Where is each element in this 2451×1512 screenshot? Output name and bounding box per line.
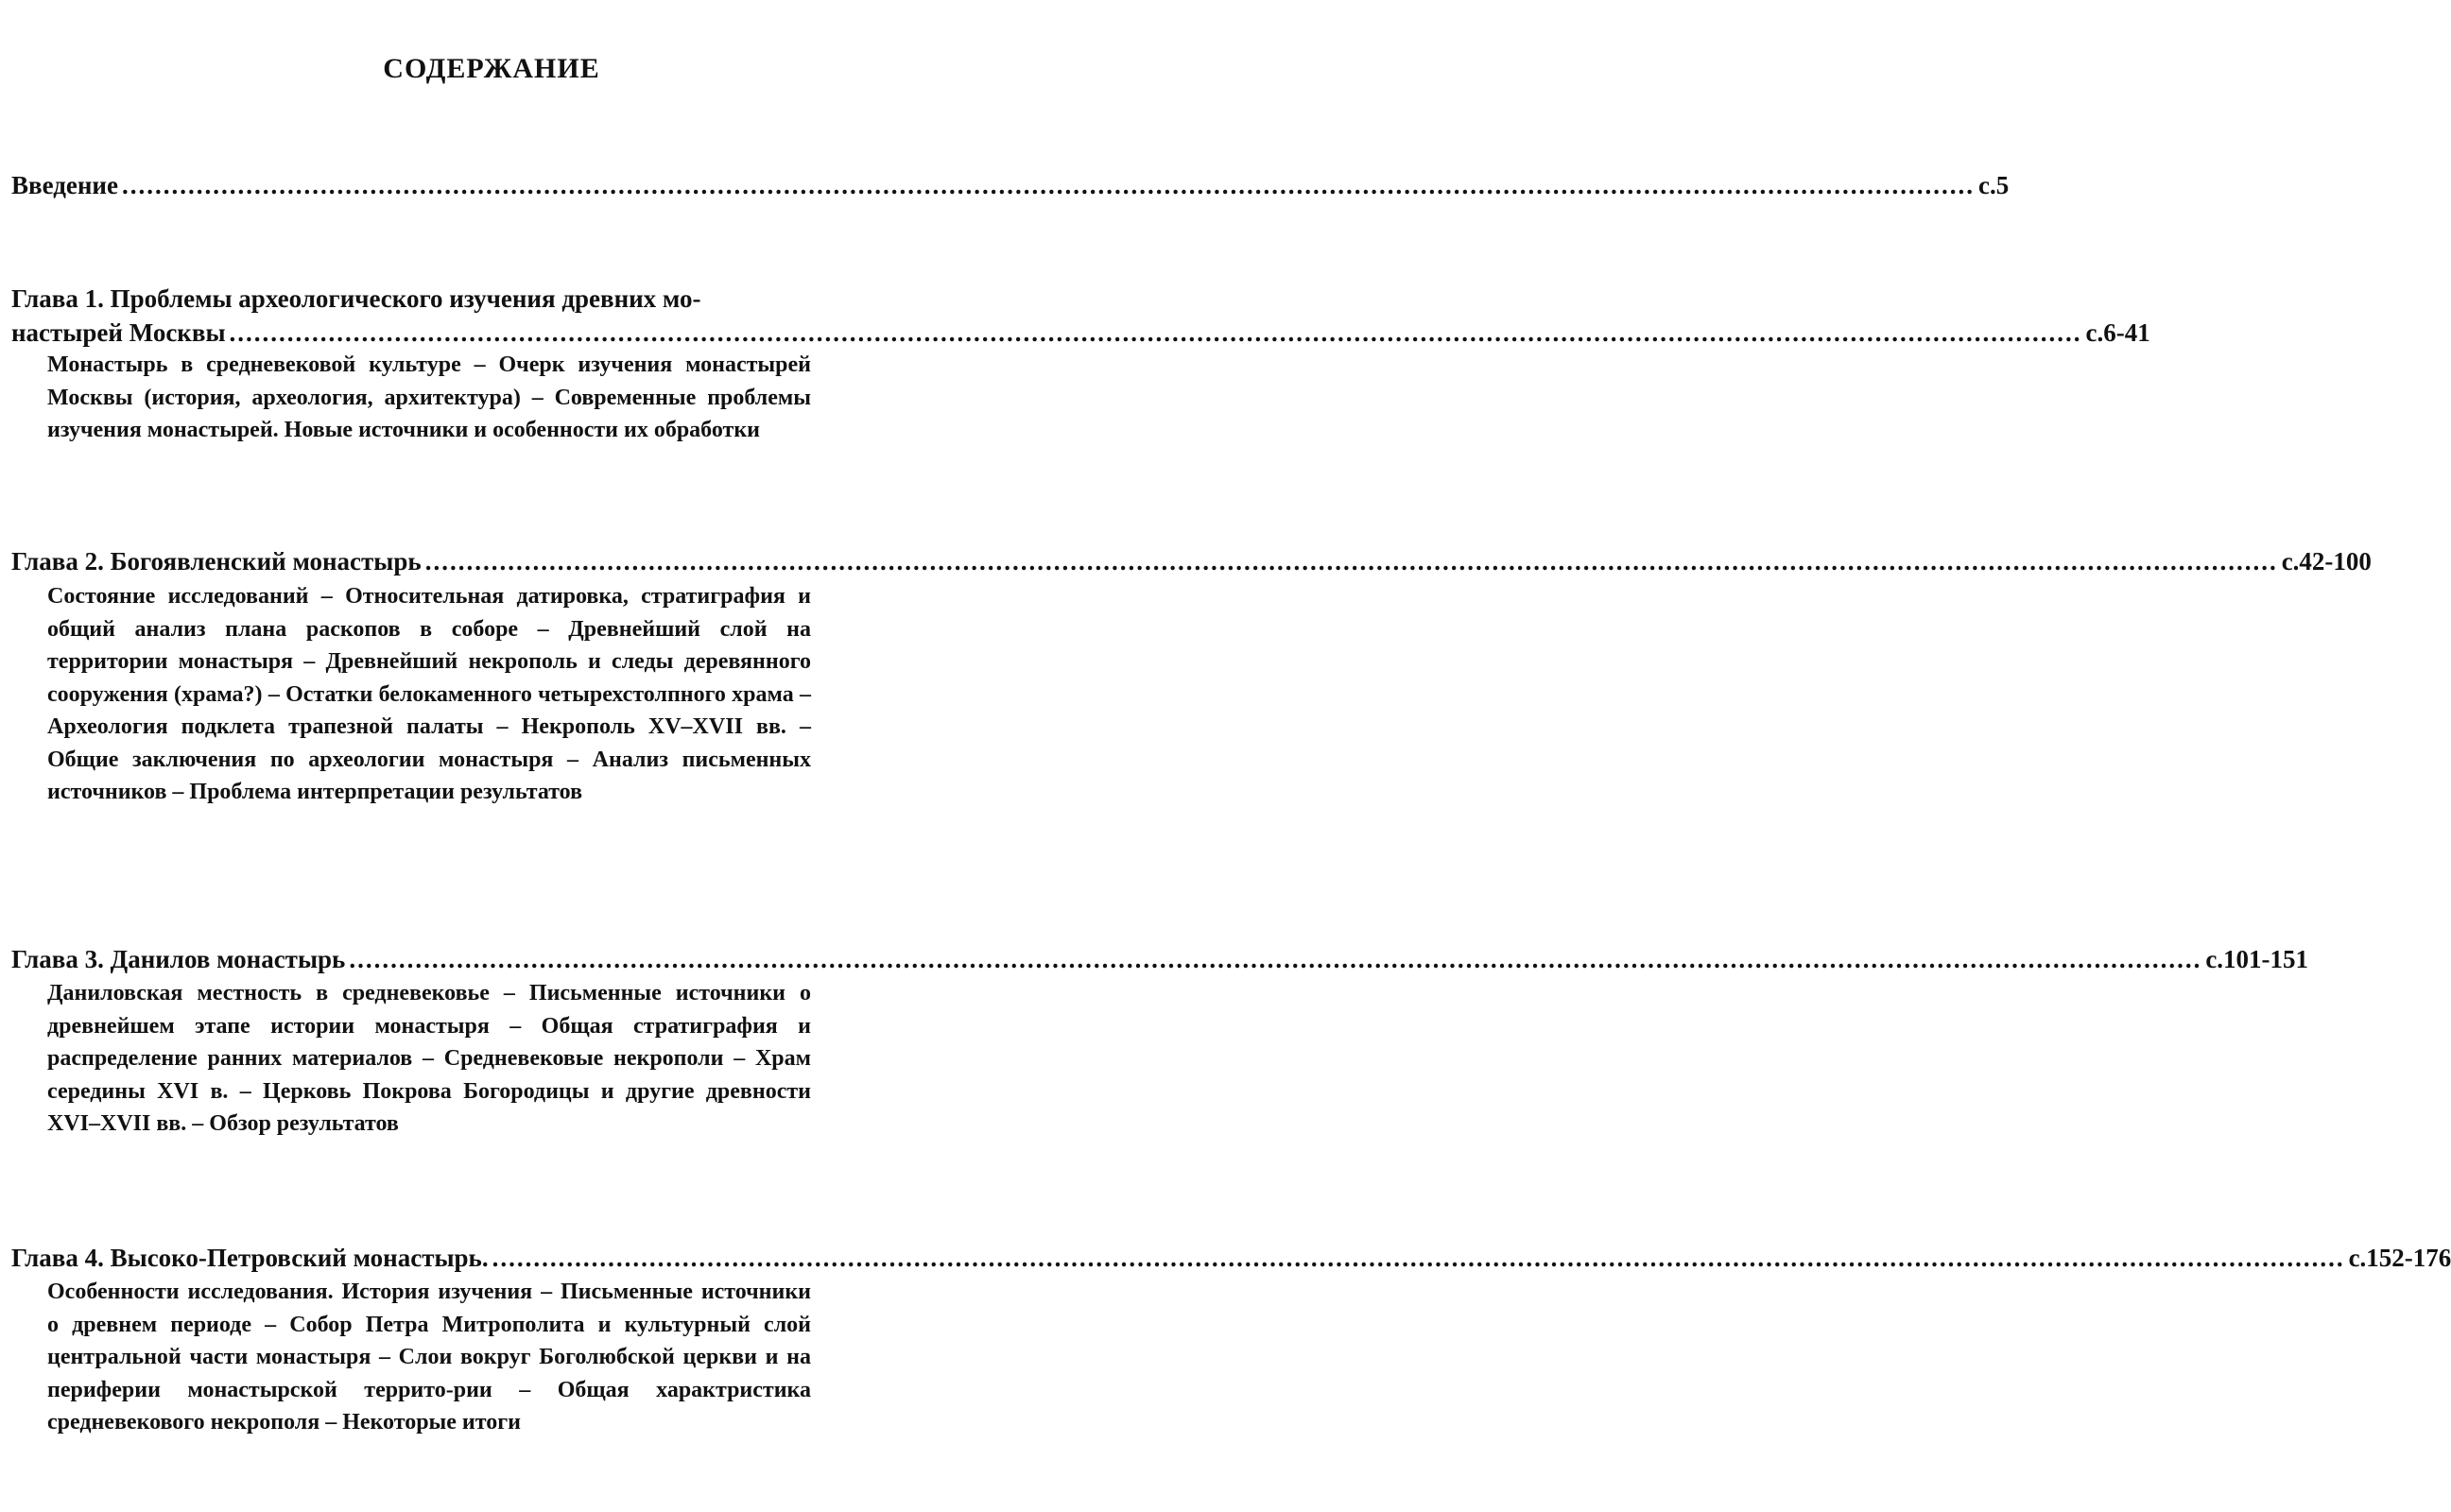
- chapter-1-description: Монастырь в средневековой культуре – Очерк изучения монастырей Москвы (история, археология, архитектура) – Современные проблемы изучения монастырей. Новые источники и особенности их обработки: [47, 352, 811, 442]
- leader-dots: ................................................................................................................................................................................................................................: [121, 171, 1975, 199]
- toc-page-number: с.152-176: [2348, 1244, 2451, 1272]
- toc-entry-chapter-1[interactable]: [11, 316, 2150, 350]
- chapter-3-description: Даниловская местность в средневековье – Письменные источники о древнейшем этапе истории монастыря – Общая стратиграфия и распределение ранних материалов – Средневековые некрополи – Храм середины XVI в. – Церковь Покрова Богородицы и другие древности XVI–XVII вв. – Обзор результатов: [47, 981, 811, 1136]
- leader-dots: ................................................................................................................................................................................................................................: [492, 1244, 2345, 1272]
- leader-dots: ................................................................................................................................................................................................................................: [349, 945, 2202, 973]
- toc-entry-label: Введение: [11, 171, 118, 199]
- toc-entry-introduction[interactable]: [11, 168, 2010, 202]
- chapter-1-heading-line1: Глава 1. Проблемы археологического изучения древних мо-: [11, 284, 701, 313]
- toc-entry-label: Глава 4. Высоко-Петровский монастырь.: [11, 1244, 489, 1272]
- leader-dots: ................................................................................................................................................................................................................................: [229, 318, 2082, 347]
- toc-entry-chapter-3[interactable]: [11, 942, 2309, 976]
- toc-entry-label: Глава 2. Богоявленский монастырь: [11, 547, 422, 576]
- toc-page-number: с.101-151: [2205, 945, 2309, 973]
- toc-page-number: с.6-41: [2085, 318, 2150, 347]
- toc-page-number: с.42-100: [2281, 547, 2372, 576]
- toc-entry-label: настырей Москвы: [11, 318, 226, 347]
- toc-entry-chapter-2[interactable]: [11, 544, 2372, 578]
- toc-entry-chapter-4[interactable]: [11, 1241, 2451, 1275]
- toc-entry-label: Глава 3. Данилов монастырь: [11, 945, 346, 973]
- toc-page-number: с.5: [1977, 171, 2010, 199]
- leader-dots: ................................................................................................................................................................................................................................: [424, 547, 2278, 576]
- chapter-4-description: Особенности исследования. История изучения – Письменные источники о древнем периоде – Собор Петра Митрополита и культурный слой центральной части монастыря – Слои вокруг Боголюбской церкви и на периферии монастырской террито-рии – Общая характристика средневекового некрополя – Некоторые итоги: [47, 1280, 811, 1435]
- chapter-2-description: Состояние исследований – Относительная датировка, стратиграфия и общий анализ плана раскопов в соборе – Древнейший слой на территории монастыря – Древнейший некрополь и следы деревянного сооружения (храма?) – Остатки белокаменного четырехстолпного храма – Археология подклета трапезной палаты – Некрополь XV–XVII вв. – Общие заключения по археологии монастыря – Анализ письменных источников – Проблема интерпретации результатов: [47, 584, 811, 804]
- page-title: СОДЕРЖАНИЕ: [383, 53, 600, 84]
